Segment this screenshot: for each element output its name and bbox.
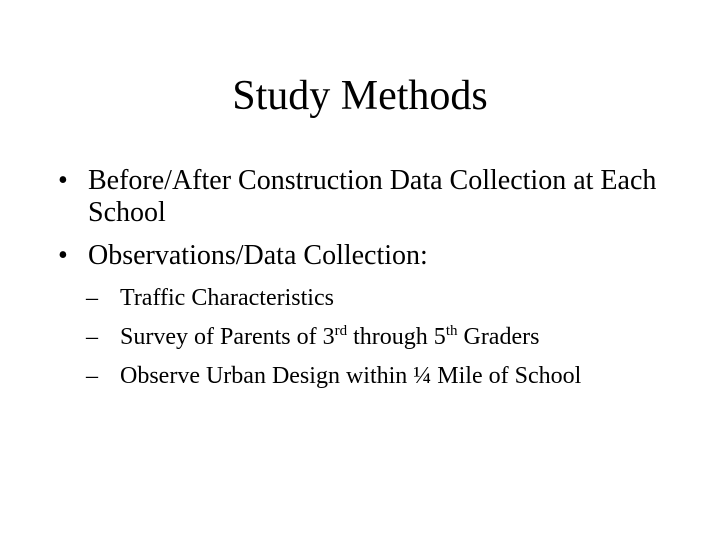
dash-marker: – [86, 324, 98, 350]
sub-item-urban-design [86, 362, 698, 390]
survey-text-part1: Survey of Parents of 3 [120, 324, 335, 350]
dash-marker: – [86, 363, 98, 389]
sub-item-traffic [86, 284, 698, 312]
dash-marker: – [86, 285, 98, 311]
sub-bullet-list [86, 284, 698, 390]
sub-item-survey [86, 323, 698, 351]
slide-title: Study Methods [232, 73, 488, 119]
sub-item-text: Observe Urban Design within ¼ Mile of School [120, 363, 582, 389]
bullet-item-observations [58, 240, 698, 390]
superscript-th: th [445, 323, 458, 339]
bullet-marker: • [58, 240, 68, 271]
bullet-marker: • [58, 165, 68, 196]
survey-text-part2: through 5 [347, 324, 446, 350]
bullet-list [58, 165, 698, 401]
superscript-rd: rd [334, 323, 348, 339]
bullet-text: Before/After Construction Data Collection at Each School [88, 165, 657, 228]
bullet-text: Observations/Data Collection: [88, 240, 428, 271]
bullet-item-data-collection [58, 165, 698, 229]
survey-text-part3: Graders [457, 324, 540, 350]
sub-item-text: Traffic Characteristics [120, 285, 334, 311]
sub-item-text [120, 324, 539, 350]
